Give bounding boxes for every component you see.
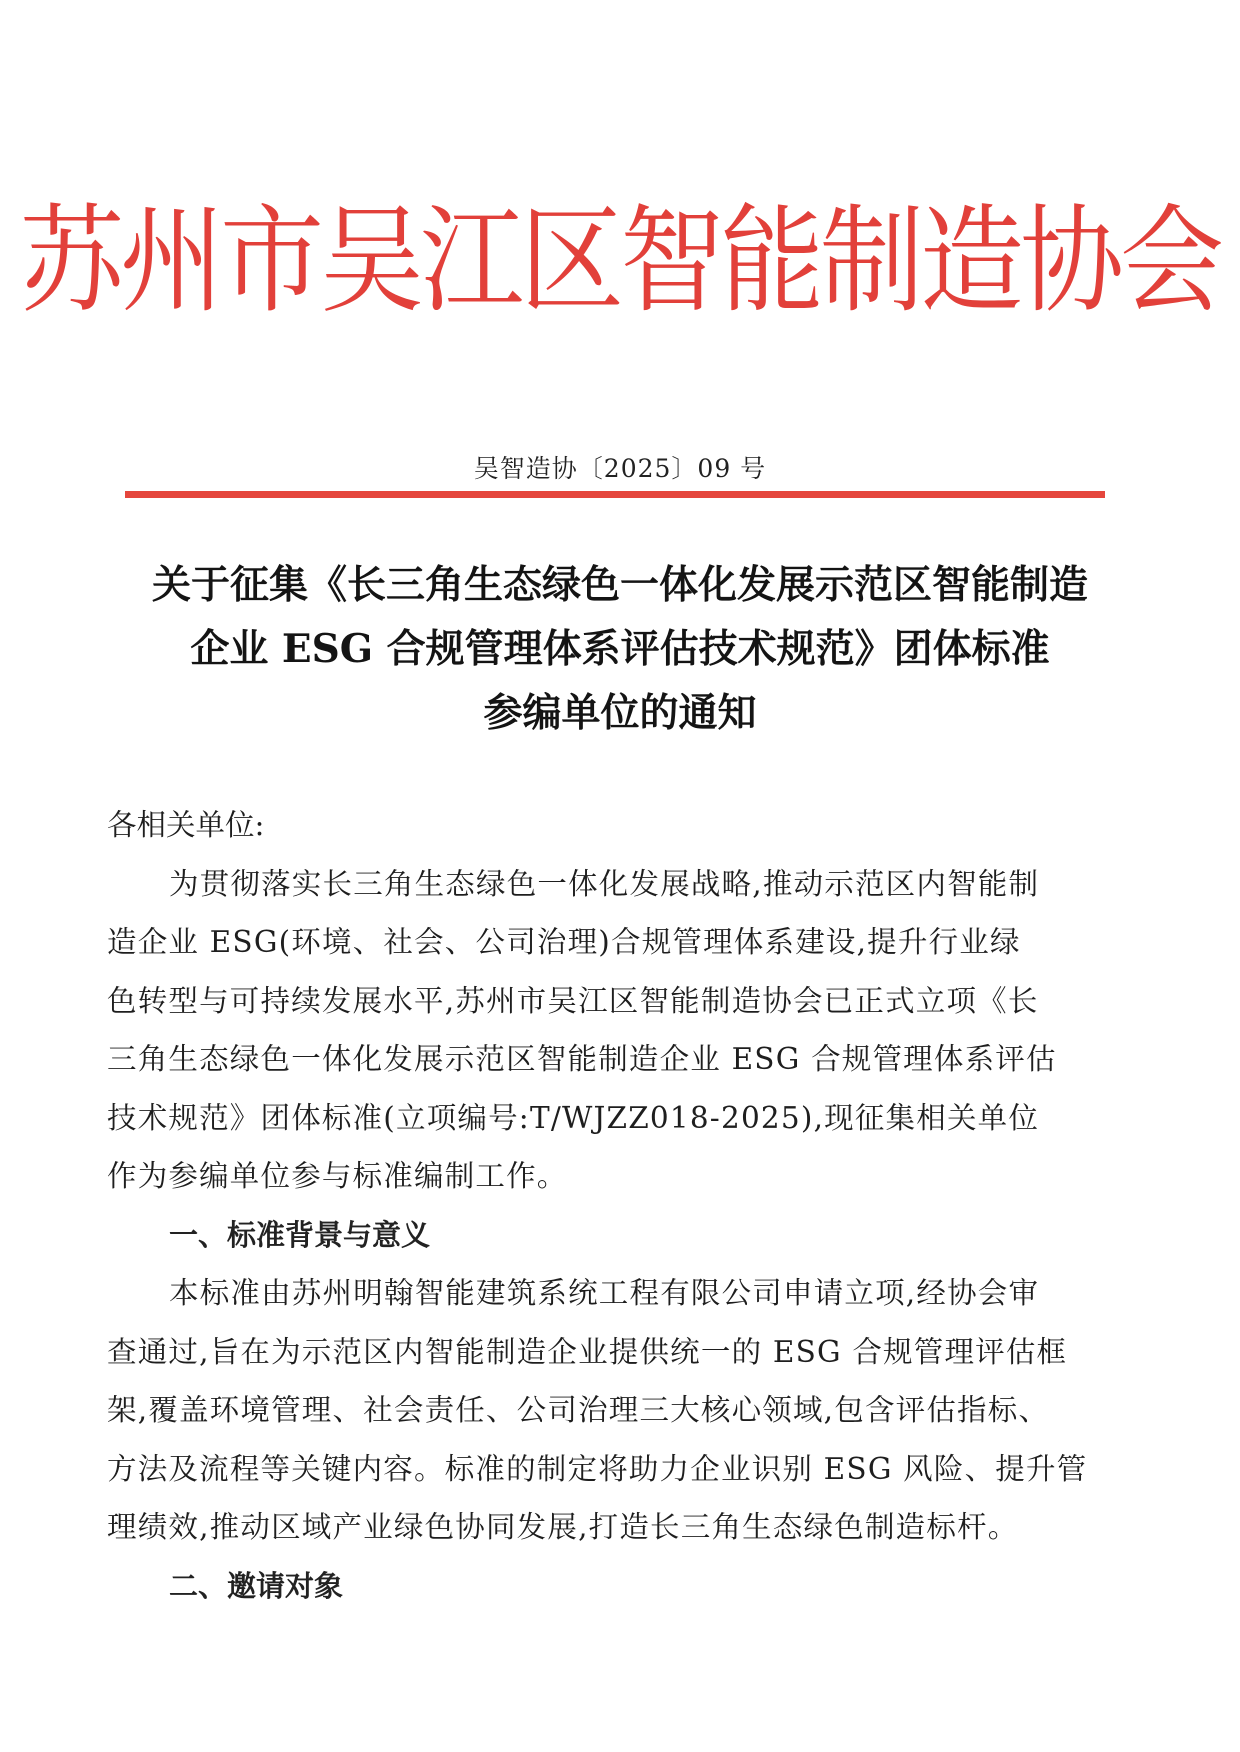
intro-paragraph	[107, 855, 1137, 1206]
section-heading-background: 一、标准背景与意义	[169, 1217, 431, 1252]
salutation: 各相关单位:	[107, 808, 265, 842]
organization-masthead: 苏州市吴江区智能制造协会	[19, 192, 1220, 330]
paragraph-line: 本标准由苏州明翰智能建筑系统工程有限公司申请立项,经协会审	[169, 1276, 1040, 1310]
document-number: 吴智造协〔2025〕09 号	[473, 454, 767, 483]
paragraph-line: 作为参编单位参与标准编制工作。	[107, 1159, 568, 1193]
notice-body	[107, 796, 1137, 1615]
title-line-2: 企业 ESG 合规管理体系评估技术规范》团体标准	[190, 626, 1050, 672]
paragraph-line: 理绩效,推动区域产业绿色协同发展,打造长三角生态绿色制造标杆。	[107, 1510, 1019, 1544]
paragraph-line: 三角生态绿色一体化发展示范区智能制造企业 ESG 合规管理体系评估	[107, 1042, 1057, 1076]
paragraph-line: 查通过,旨在为示范区内智能制造企业提供统一的 ESG 合规管理评估框	[107, 1334, 1068, 1369]
notice-title	[100, 553, 1140, 745]
paragraph-line: 造企业 ESG(环境、社会、公司治理)合规管理体系建设,提升行业绿	[107, 925, 1021, 959]
paragraph-line: 方法及流程等关键内容。标准的制定将助力企业识别 ESG 风险、提升管	[107, 1451, 1088, 1486]
paragraph-line: 为贯彻落实长三角生态绿色一体化发展战略,推动示范区内智能制	[169, 866, 1040, 901]
paragraph-line: 技术规范》团体标准(立项编号:T/WJZZ018-2025),现征集相关单位	[107, 1100, 1040, 1135]
title-line-3: 参编单位的通知	[483, 690, 757, 736]
section-heading-invitees: 二、邀请对象	[169, 1568, 344, 1603]
title-line-1: 关于征集《长三角生态绿色一体化发展示范区智能制造	[151, 562, 1088, 608]
paragraph-line: 色转型与可持续发展水平,苏州市吴江区智能制造协会已正式立项《长	[107, 983, 1039, 1018]
red-divider-rule	[125, 491, 1105, 498]
paragraph-line: 架,覆盖环境管理、社会责任、公司治理三大核心领域,包含评估指标、	[107, 1393, 1050, 1427]
background-paragraph	[107, 1264, 1137, 1557]
